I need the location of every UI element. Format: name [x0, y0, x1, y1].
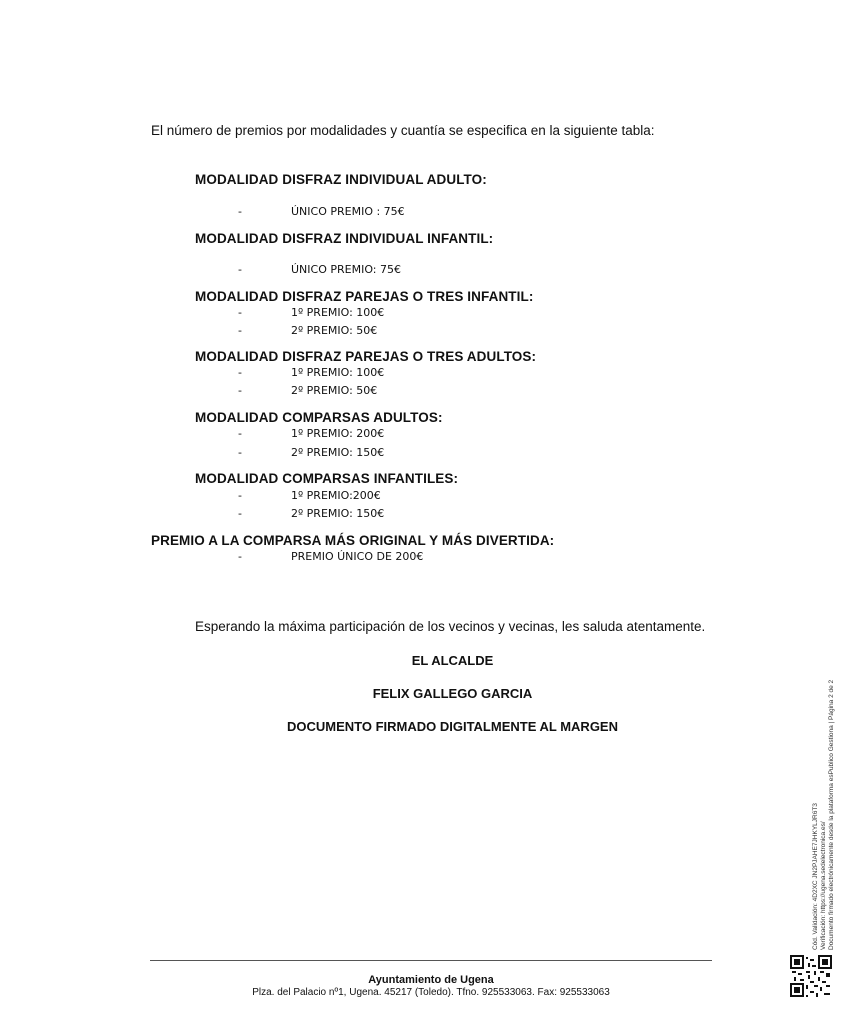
section-heading: PREMIO A LA COMPARSA MÁS ORIGINAL Y MÁS DIVERTIDA: — [151, 533, 555, 548]
list-dash: - — [238, 446, 242, 459]
section-heading: MODALIDAD COMPARSAS INFANTILES: — [195, 471, 459, 486]
section-heading: MODALIDAD DISFRAZ PAREJAS O TRES ADULTOS: — [195, 349, 537, 364]
list-dash: - — [238, 324, 242, 337]
signature-platform-note: Documento firmado electrónicamente desde la plataforma esPublico Gestiona | Página 2 de 2 — [828, 679, 835, 950]
qr-code-icon — [790, 955, 832, 997]
signature-note: DOCUMENTO FIRMADO DIGITALMENTE AL MARGEN — [286, 719, 618, 734]
prize-item: 1º PREMIO: 100€ — [291, 306, 385, 319]
section-heading: MODALIDAD DISFRAZ INDIVIDUAL INFANTIL: — [195, 231, 494, 246]
list-dash: - — [238, 507, 242, 520]
prize-item: 2º PREMIO: 50€ — [291, 324, 378, 337]
footer-org: Ayuntamiento de Ugena — [368, 974, 494, 986]
list-dash: - — [238, 550, 242, 563]
list-dash: - — [238, 306, 242, 319]
signer-name: FELIX GALLEGO GARCIA — [372, 686, 533, 701]
prize-item: 1º PREMIO: 100€ — [291, 366, 385, 379]
validation-side-text — [812, 640, 836, 950]
list-dash: - — [238, 263, 242, 276]
list-dash: - — [238, 427, 242, 440]
prize-item: 2º PREMIO: 150€ — [291, 446, 385, 459]
list-dash: - — [238, 384, 242, 397]
footer-address: Plza. del Palacio nº1, Ugena. 45217 (Toledo). Tfno. 925533063. Fax: 925533063 — [252, 987, 610, 998]
prize-item: 1º PREMIO: 200€ — [291, 427, 385, 440]
section-heading: MODALIDAD COMPARSAS ADULTOS: — [195, 410, 443, 425]
list-dash: - — [238, 205, 242, 218]
prize-item: PREMIO ÚNICO DE 200€ — [291, 550, 424, 563]
prize-item: ÚNICO PREMIO: 75€ — [291, 263, 401, 276]
intro-paragraph: El número de premios por modalidades y cuantía se especifica en la siguiente tabla: — [151, 123, 655, 138]
closing-paragraph: Esperando la máxima participación de los vecinos y vecinas, les saluda atentamente. — [195, 619, 706, 634]
validation-code: Cód. Validación: 4D2XC JN2PJAHE7JHKYLJR6T3 — [812, 803, 819, 950]
list-dash: - — [238, 489, 242, 502]
footer-divider — [150, 960, 712, 961]
prize-item: 2º PREMIO: 150€ — [291, 507, 385, 520]
list-dash: - — [238, 366, 242, 379]
signer-title: EL ALCALDE — [411, 653, 494, 668]
verification-url: Verificación: https://ugena.sedelectronica.es/ — [820, 821, 827, 950]
section-heading: MODALIDAD DISFRAZ INDIVIDUAL ADULTO: — [195, 172, 487, 187]
prize-item: ÚNICO PREMIO : 75€ — [291, 205, 405, 218]
section-heading: MODALIDAD DISFRAZ PAREJAS O TRES INFANTIL: — [195, 289, 534, 304]
prize-item: 1º PREMIO:200€ — [291, 489, 381, 502]
prize-item: 2º PREMIO: 50€ — [291, 384, 378, 397]
